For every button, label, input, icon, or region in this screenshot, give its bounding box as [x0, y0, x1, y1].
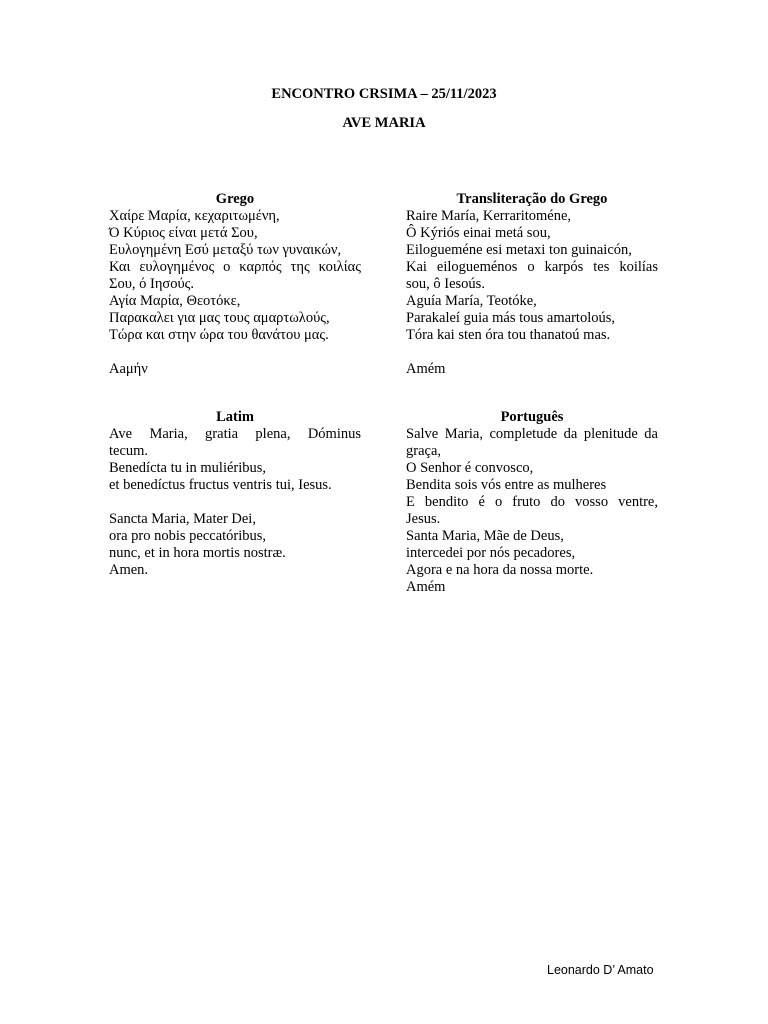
- prayer-line: tecum.: [109, 443, 149, 459]
- prayer-line: ora pro nobis peccatóribus,: [109, 528, 267, 544]
- prayer-line: Σου, ό Ιησούς.: [109, 276, 195, 292]
- document-subtitle: AVE MARIA: [342, 115, 426, 131]
- prayer-line: graça,: [406, 443, 442, 459]
- prayer-line: E bendito é o fruto do vosso ventre,: [406, 494, 658, 510]
- prayer-line: nunc, et in hora mortis nostræ.: [109, 545, 286, 561]
- blank-line: [109, 494, 361, 511]
- prayer-line: Kai eilogueménos o karpós tes koilías: [406, 259, 658, 275]
- prayer-line: Τώρα και στην ώρα του θανάτου μας.: [109, 327, 329, 343]
- section-heading-portugues: Português: [500, 409, 564, 425]
- prayer-line: Amen.: [109, 562, 149, 578]
- prayer-line: intercedei por nós pecadores,: [406, 545, 576, 561]
- prayer-line: Ave Maria, gratia plena, Dóminus: [109, 426, 361, 442]
- prayer-line: Tóra kai sten óra tou thanatoú mas.: [406, 327, 611, 343]
- prayer-line: Benedícta tu in muliéribus,: [109, 460, 267, 476]
- document-title: ENCONTRO CRSIMA – 25/11/2023: [271, 86, 497, 102]
- prayer-line: Sancta Maria, Mater Dei,: [109, 511, 256, 527]
- prayer-line: Salve Maria, completude da plenitude da: [406, 426, 658, 442]
- section-grego: [109, 191, 361, 378]
- prayer-line: Raire María, Kerraritoméne,: [406, 208, 572, 224]
- prayer-closing: Αaμήν: [109, 361, 148, 377]
- prayer-line: O Senhor é convosco,: [406, 460, 534, 476]
- prayer-line: Santa Maria, Mãe de Deus,: [406, 528, 564, 544]
- section-latim: [109, 409, 361, 579]
- prayer-line: Amém: [406, 579, 446, 595]
- section-heading-latim: Latim: [216, 409, 254, 425]
- section-portugues: [406, 409, 658, 596]
- prayer-line: Παρακαλει για μας τους αμαρτωλούς,: [109, 310, 330, 326]
- prayer-line: Αγία Μαρία, Θεοτόκε,: [109, 293, 241, 309]
- blank-line: [406, 344, 658, 361]
- section-heading-transliteracao: Transliteração do Grego: [456, 191, 608, 207]
- prayer-closing: Amém: [406, 361, 446, 377]
- blank-line: [109, 344, 361, 361]
- prayer-line: Parakaleí guia más tous amartoloús,: [406, 310, 615, 326]
- prayer-line: Jesus.: [406, 511, 441, 527]
- prayer-line: Agora e na hora da nossa morte.: [406, 562, 594, 578]
- prayer-line: Ό Κύριος είναι μετά Σου,: [109, 225, 258, 241]
- prayer-line: Eilogueméne esi metaxi ton guinaicón,: [406, 242, 632, 258]
- section-transliteracao: [406, 191, 658, 378]
- prayer-line: Χαίρε Μαρία, κεχαριτωμένη,: [109, 208, 280, 224]
- section-heading-grego: Grego: [215, 191, 255, 207]
- prayer-line: Aguía María, Teotóke,: [406, 293, 537, 309]
- footer-author: Leonardo D’ Amato: [547, 963, 654, 977]
- prayer-line: Και ευλογημένος ο καρπός της κοιλίας: [109, 259, 361, 275]
- prayer-line: Ô Kýriós einai metá sou,: [406, 225, 551, 241]
- prayer-line: Bendita sois vós entre as mulheres: [406, 477, 607, 493]
- prayer-line: sou, ô Iesoús.: [406, 276, 485, 292]
- prayer-line: et benedíctus fructus ventris tui, Iesus.: [109, 477, 332, 493]
- prayer-line: Ευλογημένη Εσύ μεταξύ των γυναικών,: [109, 242, 342, 258]
